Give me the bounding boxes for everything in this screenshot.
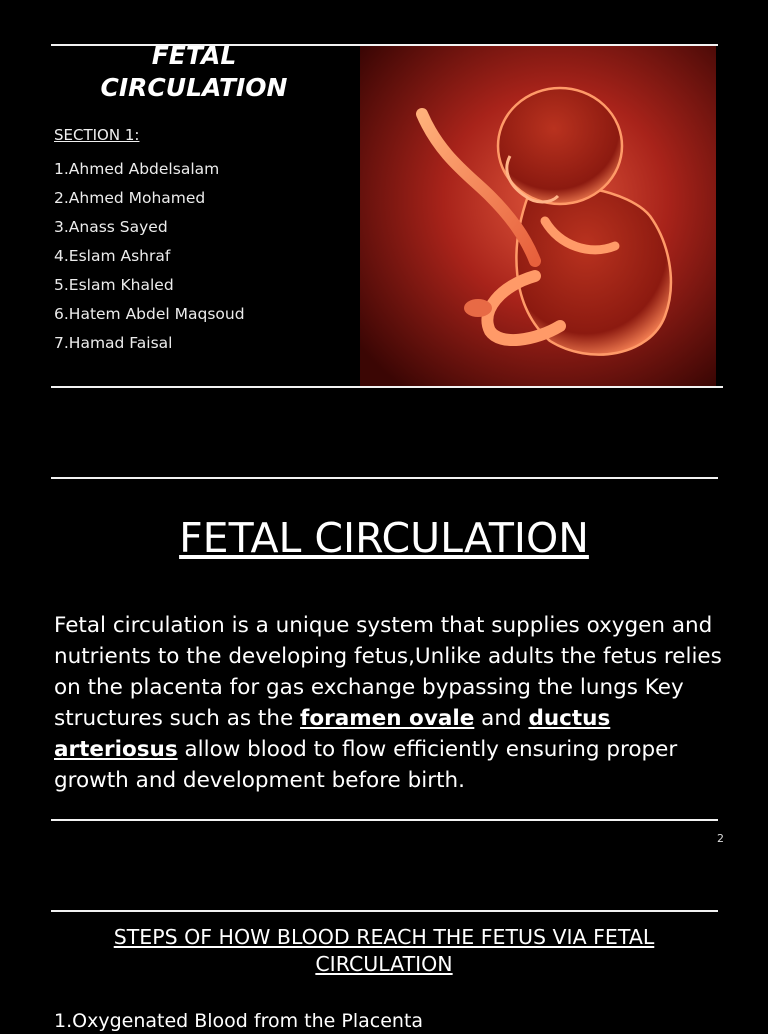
slide1-title-line1: FETAL (151, 41, 237, 70)
slide1-title (55, 40, 333, 104)
member-item: 3.Anass Sayed (54, 218, 168, 236)
fetus-illustration (360, 46, 716, 387)
member-list (54, 155, 245, 358)
body-text: and (474, 706, 529, 731)
slide1-title-line2: CIRCULATION (100, 73, 288, 102)
page-number: 2 (717, 832, 724, 845)
term-foramen-ovale: foramen ovale (300, 706, 475, 731)
slide3-title: STEPS OF HOW BLOOD REACH THE FETUS VIA FETAL CIRCULATION (113, 925, 655, 976)
step-item: 1.Oxygenated Blood from the Placenta (54, 1010, 424, 1032)
member-item: 4.Eslam Ashraf (54, 247, 171, 265)
term-ductus-arteriosus: ductus arteriosus (54, 706, 611, 762)
slide2-bottom-rule (51, 819, 718, 821)
slide2-title: FETAL CIRCULATION (179, 514, 589, 562)
member-item: 5.Eslam Khaled (54, 276, 174, 294)
slide2-body (54, 610, 722, 796)
slide1-bottom-rule (51, 386, 723, 388)
member-item: 1.Ahmed Abdelsalam (54, 160, 220, 178)
slide3-top-rule (51, 910, 718, 912)
slide2-top-rule (51, 477, 718, 479)
member-item: 6.Hatem Abdel Maqsoud (54, 305, 245, 323)
body-text: Fetal circulation is a unique system that supplies oxygen and nutrients to the developing fetus,Unlike adults the fetus relies on the placenta for gas exchange bypassing the lungs Key structures such as the (54, 613, 722, 731)
fetus-image-icon (360, 46, 716, 387)
member-item: 7.Hamad Faisal (54, 334, 173, 352)
body-text: allow blood to flow efficiently ensuring proper growth and development before birth. (54, 737, 678, 793)
member-item: 2.Ahmed Mohamed (54, 189, 206, 207)
section-heading: SECTION 1: (54, 126, 140, 144)
